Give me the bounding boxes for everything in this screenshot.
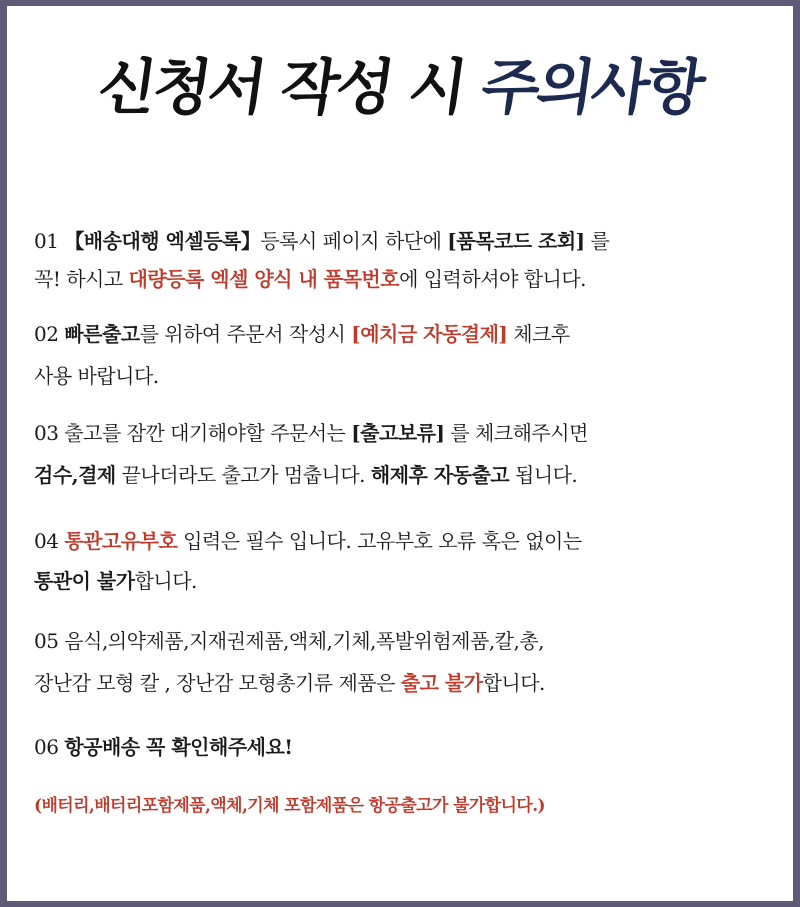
bold-text: 검수,결제 [34, 463, 116, 487]
title-main: 신청서 작성 시 [93, 53, 487, 123]
notice-line [34, 222, 794, 260]
body-text: 에 입력하셔야 합니다. [399, 267, 587, 291]
notice-item-02 [34, 313, 794, 397]
title-accent: 주의사항 [476, 53, 707, 123]
body-text: 02 [34, 322, 65, 346]
body-text: 를 위하여 주문서 작성시 [139, 322, 352, 346]
battery-warning-note: (배터리,배터리포함제품,액체,기체 포함제품은 항공출고가 불가합니다.) [34, 796, 545, 816]
bold-text: [출고보류] [351, 421, 445, 445]
body-text: 를 [584, 229, 610, 253]
notice-line [34, 521, 794, 561]
body-text: 03 출고를 잠깐 대기해야할 주문서는 [34, 421, 352, 445]
notice-item-04 [34, 521, 794, 601]
body-text: 입력은 필수 입니다. 고유부호 오류 혹은 없이는 [177, 529, 582, 553]
body-text: 등록시 페이지 하단에 [260, 229, 448, 253]
body-text: 01 [34, 229, 65, 253]
bold-text: 항공배송 꼭 확인해주세요! [64, 735, 293, 759]
highlight-text: 통관고유부호 [64, 529, 178, 553]
highlight-text: 대량등록 엑셀 양식 내 품목번호 [128, 267, 400, 291]
notice-line [34, 355, 794, 397]
notice-line [34, 454, 794, 496]
highlight-text: 출고 불가 [400, 671, 483, 695]
notice-item-06 [34, 727, 794, 767]
body-text: 됩니다. [509, 463, 578, 487]
bold-text: 【배송대행 엑셀등록】 [64, 229, 261, 253]
body-text: 끝나더라도 출고가 멈춥니다. [115, 463, 371, 487]
body-text: 를 체크해주시면 [444, 421, 588, 445]
notice-line [34, 561, 794, 601]
body-text: 사용 바랍니다. [34, 364, 159, 388]
notice-item-01 [34, 222, 794, 298]
highlight-text: [예치금 자동결제] [351, 322, 508, 346]
notice-line [34, 260, 794, 298]
bold-text: 통관이 불가 [34, 569, 135, 593]
bold-text: 해제후 자동출고 [370, 463, 510, 487]
bold-text: 빠른출고 [64, 322, 140, 346]
notice-item-05 [34, 620, 794, 704]
page-title [0, 50, 800, 126]
notice-line [34, 412, 794, 454]
notice-item-03 [34, 412, 794, 496]
body-text: 06 [34, 735, 65, 759]
body-text: 꼭! 하시고 [34, 267, 129, 291]
body-text: 체크후 [507, 322, 570, 346]
notice-line [34, 620, 794, 662]
body-text: 합니다. [134, 569, 197, 593]
body-text: 05 음식,의약제품,지재권제품,액체,기체,폭발위험제품,칼,총, [34, 629, 545, 653]
body-text: 04 [34, 529, 65, 553]
notice-line [34, 662, 794, 704]
bold-text: [품목코드 조회] [447, 229, 585, 253]
body-text: 장난감 모형 칼 , 장난감 모형총기류 제품은 [34, 671, 401, 695]
body-text: 합니다. [482, 671, 545, 695]
notice-line [34, 727, 794, 767]
notice-line [34, 313, 794, 355]
